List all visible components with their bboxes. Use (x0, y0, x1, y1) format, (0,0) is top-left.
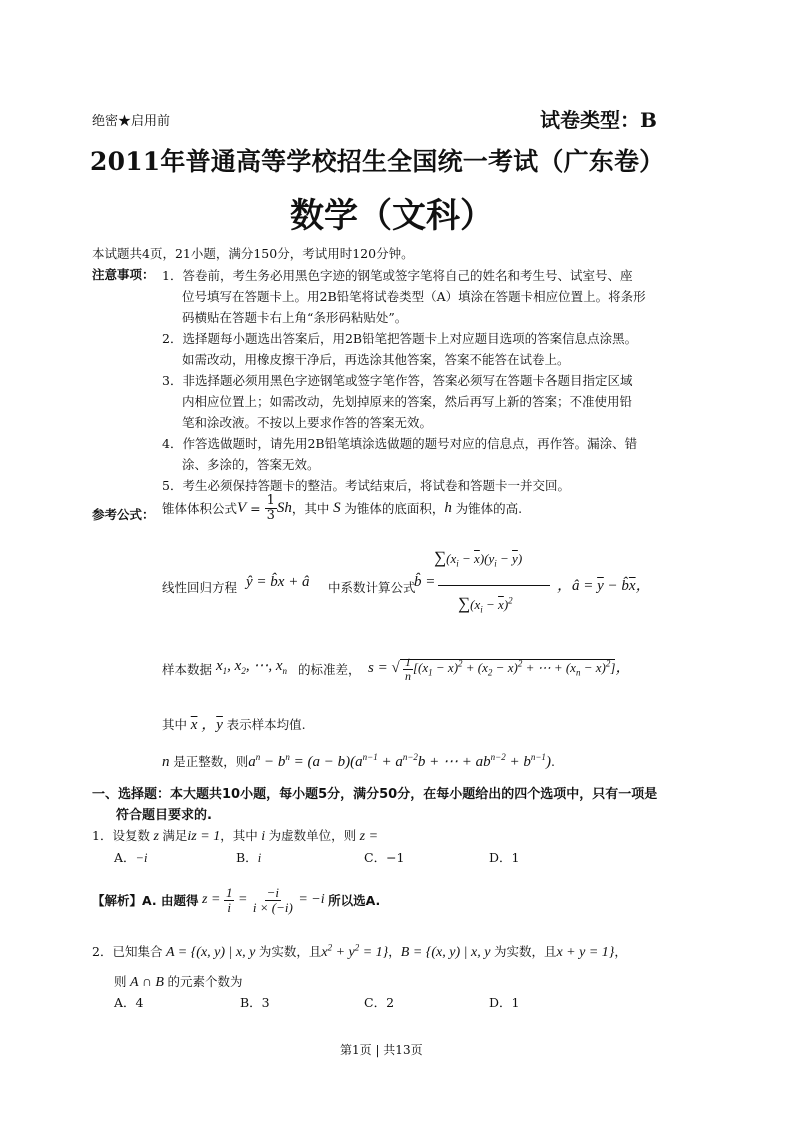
q1-option-a[interactable] (114, 848, 147, 866)
notice-item (162, 328, 646, 370)
q2-line2-b: 的元素个数为 (167, 974, 243, 989)
notice-line: 4．作答选做题时，请先用2B铅笔填涂选做题的题号对应的信息点，再作答。漏涂、错 (162, 436, 638, 451)
paper-type-label: 试卷类型：B (540, 108, 657, 132)
q2-set-desc-b: 为实数，且 (493, 944, 557, 959)
sample-symbols: $x_1$, $x_2$, ⋯, $x_n$ (216, 658, 288, 676)
notice-line: 2．选择题每小题选出答案后，用2B铅笔把答题卡上对应题目选项的答案信息点涂黑。 (162, 331, 638, 346)
notice-line: 5．考生必须保持答题卡的整洁。考试结束后，将试卷和答题卡一并交回。 (162, 478, 570, 493)
std-mid: 的标准差， (298, 662, 361, 677)
question-1-stem: 1．设复数 z 满足iz = 1，其中 i 为虚数单位，则 z = (92, 828, 379, 844)
notice-line: 内相应位置上；如需改动，先划掉原来的答案，然后再写上新的答案；不准使用铅 (182, 394, 633, 409)
cone-s-desc: 为锥体的底面积， (344, 501, 445, 517)
notice-line: 1．答卷前，考生务必用黑色字迹的钢笔或签字笔将自己的姓名和考生号、试室号、座 (162, 268, 633, 283)
formulas-label: 参考公式： (92, 507, 155, 522)
q2-option-b[interactable]: B．3 (240, 995, 270, 1010)
q1-option-b[interactable] (236, 848, 261, 866)
notice-line: 涂、多涂的，答案无效。 (182, 457, 320, 472)
notice-item (162, 433, 646, 475)
exam-title: 2011年普通高等学校招生全国统一考试（广东卷） (90, 147, 665, 176)
q1-stem-a: 1．设复数 (92, 828, 150, 843)
q2-stem-a: 2．已知集合 (92, 944, 163, 959)
question-2-line2: 则 A ∩ B 的元素个数为 (114, 974, 243, 990)
notice-item (162, 475, 646, 496)
cone-h-desc: 为锥体的高. (455, 501, 523, 517)
regression-prefix: 线性回归方程 (162, 580, 238, 595)
section-heading: 一、选择题：本大题共10小题，每小题5分，满分50分，在每小题给出的四个选项中，只有一项是 (92, 787, 658, 802)
q1-analysis: 【解析】 A. 由题得 z = $\frac{1}{i}$ = $\frac{-i}{i \times (-i)}$ = −i 所以选A. (92, 885, 381, 915)
q2-option-c[interactable]: C．2 (364, 995, 395, 1010)
secrecy-label: 绝密★启用前 (92, 114, 171, 129)
notice-item (162, 370, 646, 433)
q1-stem-c: ，其中 (220, 828, 258, 843)
q1-stem-d: 为虚数单位，则 (268, 828, 357, 843)
mean-prefix: 其中 (162, 717, 188, 732)
notice-line: 3．非选择题必须用黑色字迹钢笔或签字笔作答，答案必须写在答题卡各题目指定区域 (162, 373, 633, 388)
subject-title: 数学（文科） (290, 196, 494, 236)
analysis-text-a: A. 由题得 (142, 893, 199, 909)
option-letter: B． (236, 850, 258, 865)
std-prefix: 样本数据 (162, 662, 213, 677)
option-value: i (257, 851, 262, 865)
option-letter: D． (489, 850, 512, 865)
notice-item (162, 265, 646, 328)
cone-prefix: 锥体体积公式 (162, 501, 238, 517)
q2-line2-a: 则 (114, 974, 127, 989)
power-formula: n 是正整数，则$a^n - b^n = (a - b)(a^{n-1} + a^{n-2}b$ + ⋯ + $ab^{n-2} + b^{n-1}$). (162, 752, 555, 770)
q1-option-c[interactable] (364, 848, 405, 866)
regression-denominator: $\sum(x_i - \overline{x})^2$ (458, 594, 513, 615)
page-footer: 第1页 | 共13页 (340, 1043, 423, 1057)
q1-stem-b: 满足 (162, 828, 188, 843)
notice-line: 位号填写在答题卡上。用2B铅笔将试卷类型（A）填涂在答题卡相应位置上。将条形 (182, 289, 646, 304)
exam-intro: 本试题共4页，21小题，满分150分，考试用时120分钟。 (92, 246, 414, 261)
analysis-text-b: 所以选A. (328, 893, 381, 909)
notice-label: 注意事项： (92, 267, 155, 282)
notice-list (162, 265, 646, 496)
regression-equation: ŷ = b̂x + â (246, 574, 310, 590)
option-letter: A． (114, 850, 136, 865)
option-letter: C． (364, 850, 387, 865)
question-2-stem: 2．已知集合 A = {(x, y) | x, y 为实数，且$x^2 + y^2 = 1$}，B = {(x, y) | x, y 为实数，且x + y = 1}， (92, 942, 627, 960)
cone-suffix: ，其中 (291, 501, 330, 517)
notice-line: 如需改动，用橡皮擦干净后，再选涂其他答案，答案不能答在试卷上。 (182, 352, 570, 367)
analysis-label: 【解析】 (92, 893, 143, 909)
option-value: −1 (386, 850, 405, 865)
notice-line: 码横贴在答题卡右上角“条形码粘贴处”。 (182, 310, 408, 325)
regression-numerator: $\sum(x_i - \overline{x})(y_i - \overline{y})$ (434, 548, 523, 569)
mean-note: 其中 $\overline{x}$ ，$\overline{y}$ 表示样本均值. (162, 717, 306, 733)
section-heading-cont: 符合题目要求的. (116, 808, 212, 823)
mean-text: 表示样本均值. (226, 717, 306, 732)
a-hat-equation: ，â = $\overline{y}$ − $b̂\overline{x}$， (557, 578, 651, 594)
fraction-bar (438, 585, 550, 586)
q2-option-d[interactable]: D．1 (489, 995, 520, 1010)
option-value: 1 (511, 850, 520, 865)
q2-set-desc-a: 为实数，且 (258, 944, 322, 959)
notice-line: 笔和涂改液。不按以上要求作答的答案无效。 (182, 415, 433, 430)
cone-formula: 锥体体积公式 V = $\frac{1}{3}$ Sh ，其中 S 为锥体的底面积， h 为锥体的高. (162, 493, 523, 523)
regression-mid: 中系数计算公式 (328, 580, 416, 595)
b-hat-symbol: b̂ = (414, 574, 436, 590)
power-prefix: 是正整数，则 (173, 754, 249, 769)
option-value: −i (135, 851, 148, 865)
q1-option-d[interactable] (489, 848, 519, 866)
std-formula: s = √ $\frac{1}{n}$ [$(x_1 - \overline{x})^2 + (x_2 - \overline{x})^2$ + ⋯ + $(x_n - \overline{x})^2$]， (368, 655, 631, 683)
q2-option-a[interactable]: A．4 (114, 995, 144, 1010)
